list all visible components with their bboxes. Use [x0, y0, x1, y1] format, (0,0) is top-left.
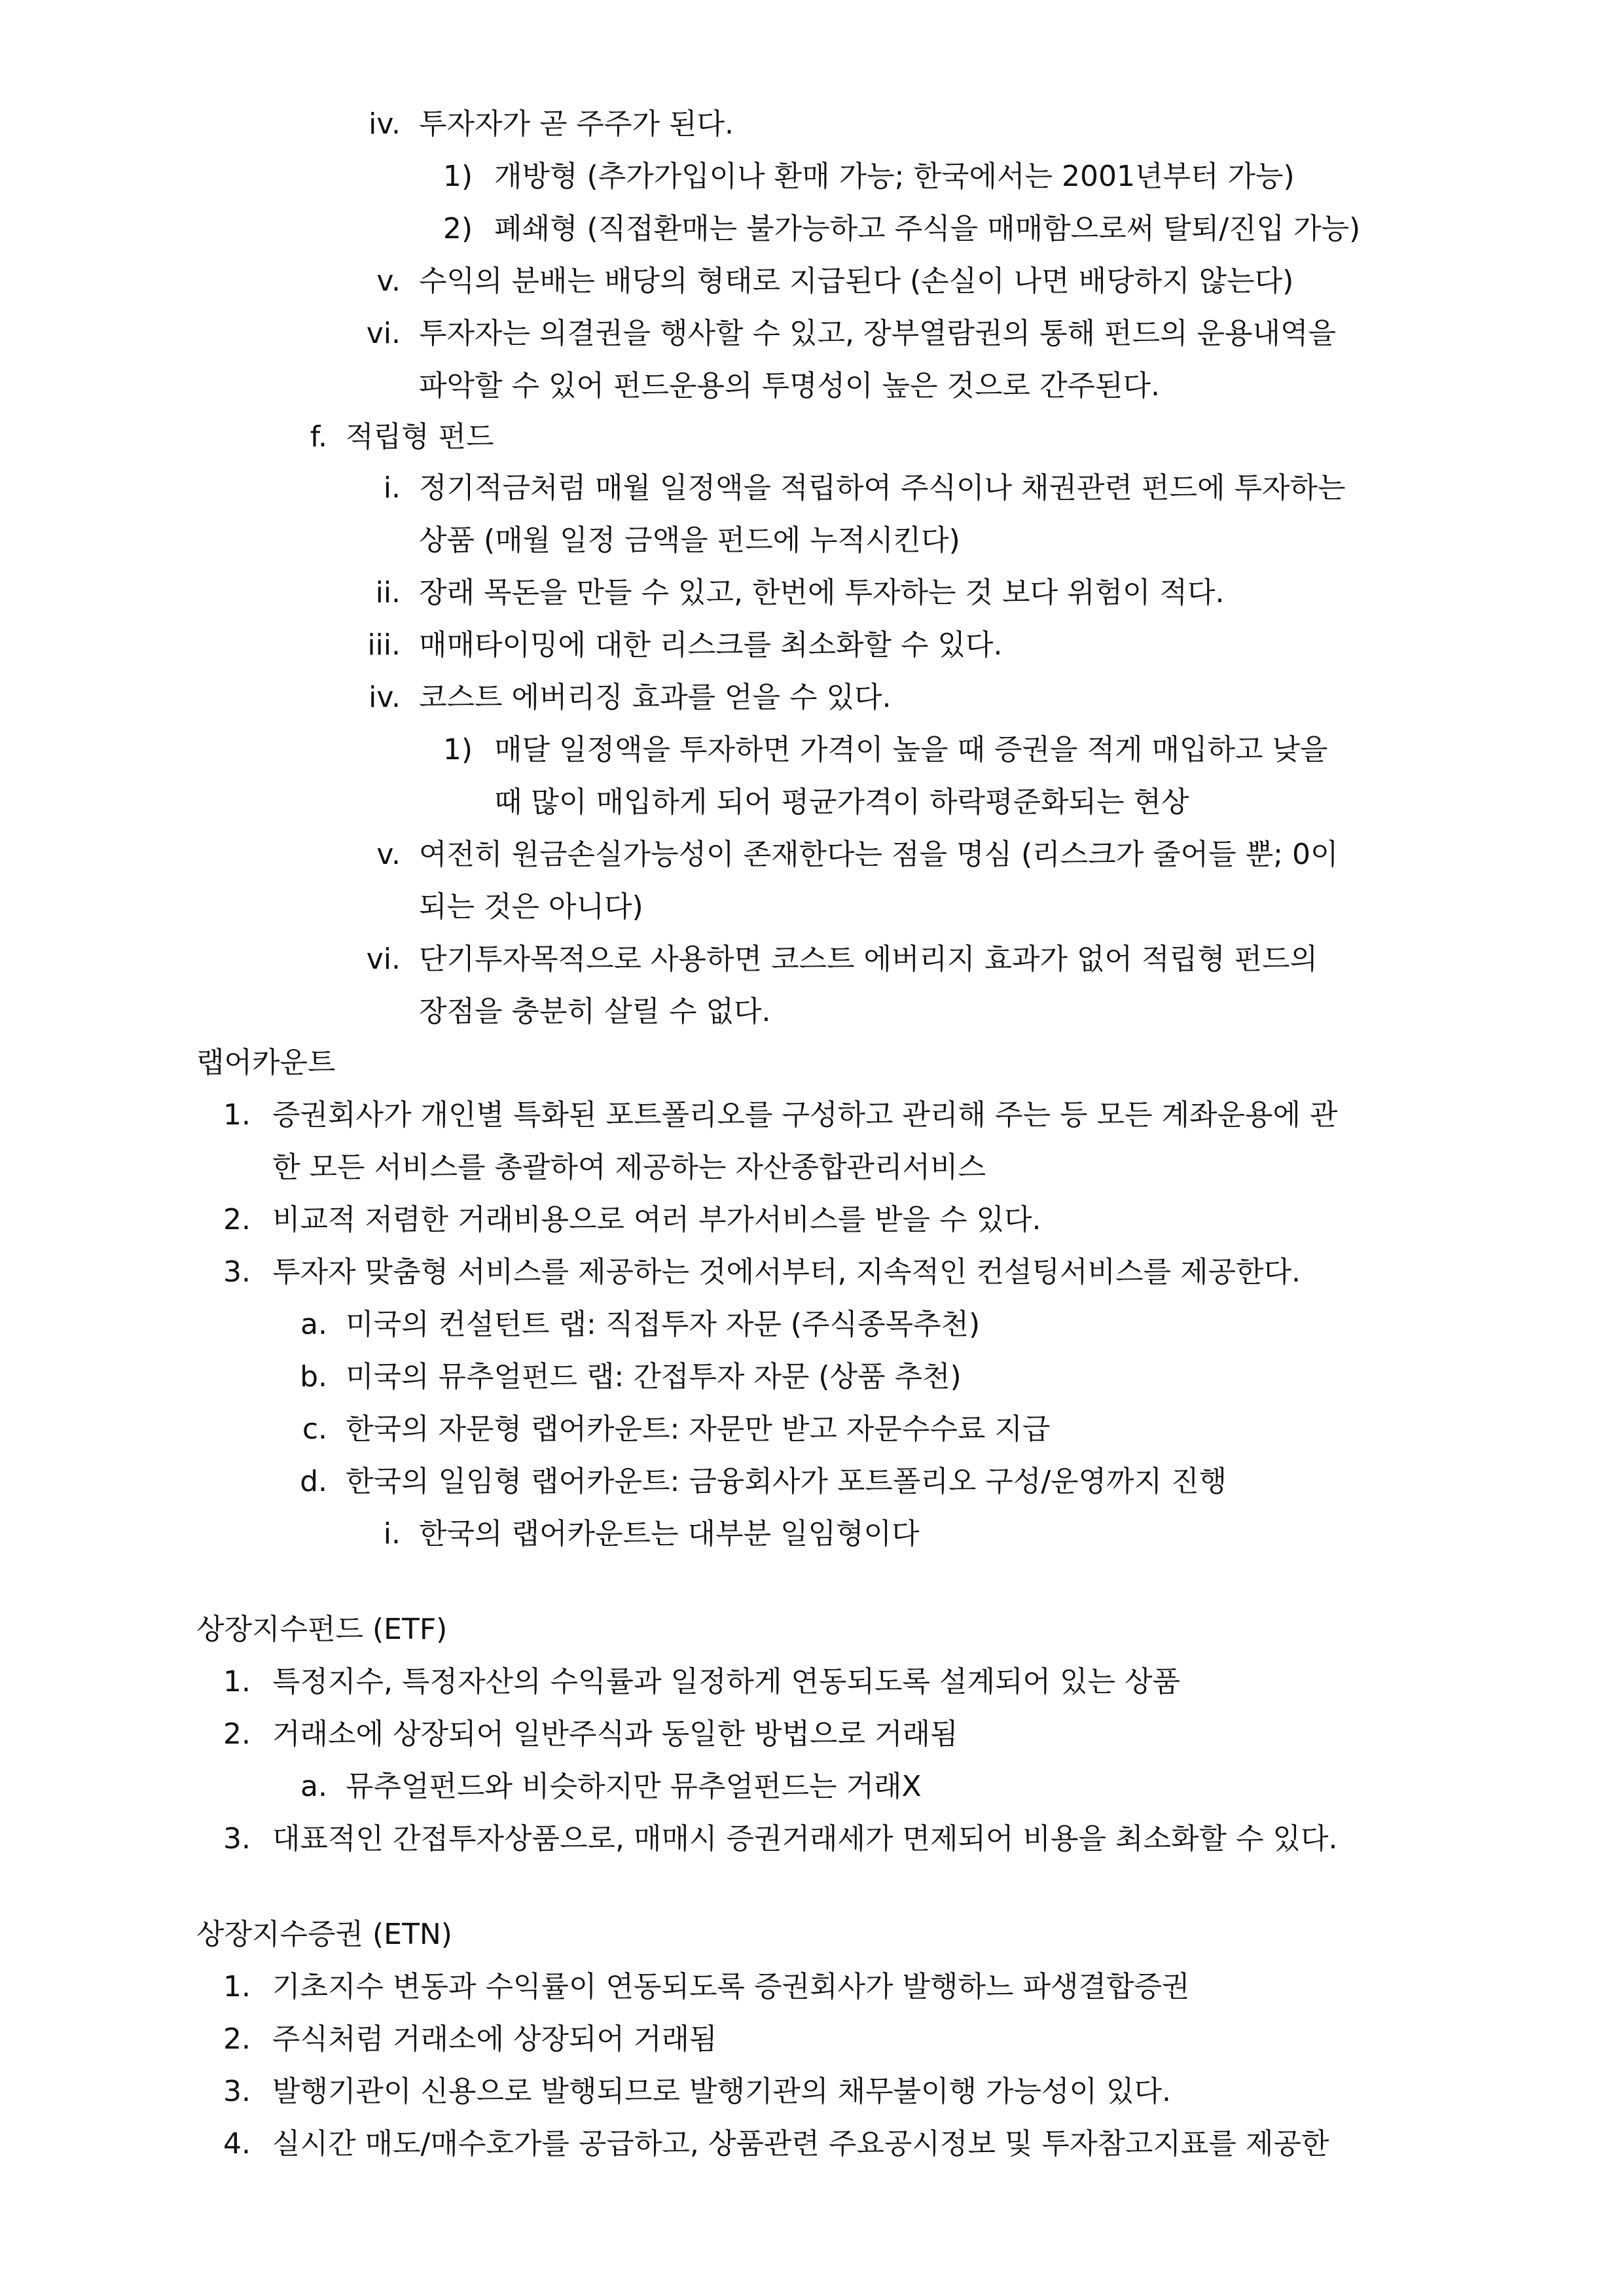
list-marker: i. [383, 471, 401, 505]
list-item-text: 적립형 펀드 [346, 420, 494, 454]
list-marker: 2. [223, 2022, 251, 2056]
list-marker: v. [376, 838, 401, 871]
list-item-text: 단기투자목적으로 사용하면 코스트 에버리지 효과가 없어 적립형 펀드의 [419, 942, 1318, 976]
list-marker: iv. [369, 681, 401, 714]
paragraph-text: 한 모든 서비스를 총괄하여 제공하는 자산종합관리서비스 [272, 1151, 986, 1184]
list-marker: f. [310, 420, 327, 454]
list-marker: 3. [223, 2075, 251, 2108]
paragraph-text: 되는 것은 아니다) [419, 890, 643, 924]
list-marker: i. [383, 1517, 401, 1551]
list-item-text: 기초지수 변동과 수익률이 연동되도록 증권회사가 발행하느 파생결합증권 [272, 1970, 1190, 2003]
list-marker: iv. [369, 107, 401, 141]
paragraph-text: 랩어카운트 [196, 1046, 336, 1079]
list-item-text: 투자자가 곧 주주가 된다. [419, 107, 734, 141]
paragraph-text: 때 많이 매입하게 되어 평균가격이 하락평준화되는 현상 [494, 785, 1189, 819]
list-marker: b. [300, 1360, 327, 1393]
list-marker: a. [300, 1308, 327, 1341]
list-marker: 1) [442, 160, 473, 193]
list-marker: 1. [223, 1665, 251, 1698]
list-item-text: 여전히 원금손실가능성이 존재한다는 점을 명심 (리스크가 줄어들 뿐; 0이 [419, 838, 1339, 871]
list-marker: iii. [367, 628, 401, 662]
list-item-text: 실시간 매도/매수호가를 공급하고, 상품관련 주요공시정보 및 투자참고지표를 제공한 [272, 2127, 1329, 2161]
list-item-text: 주식처럼 거래소에 상장되어 거래됨 [272, 2022, 717, 2056]
list-marker: 2. [223, 1203, 251, 1236]
list-marker: vi. [366, 942, 401, 976]
list-item-text: 수익의 분배는 배당의 형태로 지급된다 (손실이 나면 배당하지 않는다) [419, 264, 1294, 298]
list-item-text: 코스트 에버리징 효과를 얻을 수 있다. [419, 681, 892, 714]
list-marker: 1) [442, 733, 473, 766]
list-marker: 1. [223, 1970, 251, 2003]
list-item-text: 한국의 자문형 랩어카운트: 자문만 받고 자문수수료 지급 [346, 1412, 1051, 1446]
list-marker: ii. [375, 576, 401, 609]
paragraph-text: 상품 (매월 일정 금액을 펀드에 누적시킨다) [419, 524, 960, 557]
list-marker: d. [300, 1465, 327, 1498]
list-item-text: 한국의 랩어카운트는 대부분 일임형이다 [419, 1517, 920, 1551]
list-item-text: 한국의 일임형 랩어카운트: 금융회사가 포트폴리오 구성/운영까지 진행 [346, 1465, 1227, 1498]
list-marker: 3. [223, 1255, 251, 1289]
paragraph-text: 상장지수펀드 (ETF) [196, 1613, 448, 1646]
paragraph-text: 파악할 수 있어 펀드운용의 투명성이 높은 것으로 간주된다. [419, 369, 1160, 403]
list-marker: 1. [223, 1098, 251, 1132]
list-item-text: 발행기관이 신용으로 발행되므로 발행기관의 채무불이행 가능성이 있다. [272, 2075, 1172, 2108]
list-marker: 2) [442, 212, 473, 245]
list-marker: vi. [366, 317, 401, 350]
list-item-text: 투자자 맞춤형 서비스를 제공하는 것에서부터, 지속적인 컨설팅서비스를 제공한다. [272, 1255, 1301, 1289]
paragraph-text: 장점을 충분히 살릴 수 없다. [419, 995, 771, 1028]
list-item-text: 매달 일정액을 투자하면 가격이 높을 때 증권을 적게 매입하고 낮을 [494, 733, 1328, 766]
list-marker: a. [300, 1770, 327, 1803]
list-item-text: 투자자는 의결권을 행사할 수 있고, 장부열람권의 통해 펀드의 운용내역을 [419, 317, 1336, 350]
list-item-text: 개방형 (추가가입이나 환매 가능; 한국에서는 2001년부터 가능) [494, 160, 1295, 193]
list-item-text: 뮤추얼펀드와 비슷하지만 뮤추얼펀드는 거래X [346, 1770, 922, 1803]
list-item-text: 미국의 컨설턴트 랩: 직접투자 자문 (주식종목추천) [346, 1308, 981, 1341]
list-item-text: 미국의 뮤추얼펀드 랩: 간접투자 자문 (상품 추천) [346, 1360, 962, 1393]
list-marker: 4. [223, 2127, 251, 2161]
list-item-text: 증권회사가 개인별 특화된 포트폴리오를 구성하고 관리해 주는 등 모든 계좌운용에 관 [272, 1098, 1338, 1132]
list-item-text: 장래 목돈을 만들 수 있고, 한번에 투자하는 것 보다 위험이 적다. [419, 576, 1225, 609]
list-marker: c. [302, 1412, 327, 1446]
list-marker: 3. [223, 1822, 251, 1856]
list-item-text: 폐쇄형 (직접환매는 불가능하고 주식을 매매함으로써 탈퇴/진입 가능) [494, 212, 1361, 245]
list-item-text: 정기적금처럼 매월 일정액을 적립하여 주식이나 채권관련 펀드에 투자하는 [419, 471, 1346, 505]
list-item-text: 대표적인 간접투자상품으로, 매매시 증권거래세가 면제되어 비용을 최소화할 수 있다. [272, 1822, 1338, 1856]
paragraph-text: 상장지수증권 (ETN) [196, 1918, 452, 1951]
list-item-text: 거래소에 상장되어 일반주식과 동일한 방법으로 거래됨 [272, 1717, 958, 1751]
list-marker: 2. [223, 1717, 251, 1751]
list-marker: v. [376, 264, 401, 298]
list-item-text: 특정지수, 특정자산의 수익률과 일정하게 연동되도록 설계되어 있는 상품 [272, 1665, 1181, 1698]
list-item-text: 매매타이밍에 대한 리스크를 최소화할 수 있다. [419, 628, 1003, 662]
list-item-text: 비교적 저렴한 거래비용으로 여러 부가서비스를 받을 수 있다. [272, 1203, 1041, 1236]
